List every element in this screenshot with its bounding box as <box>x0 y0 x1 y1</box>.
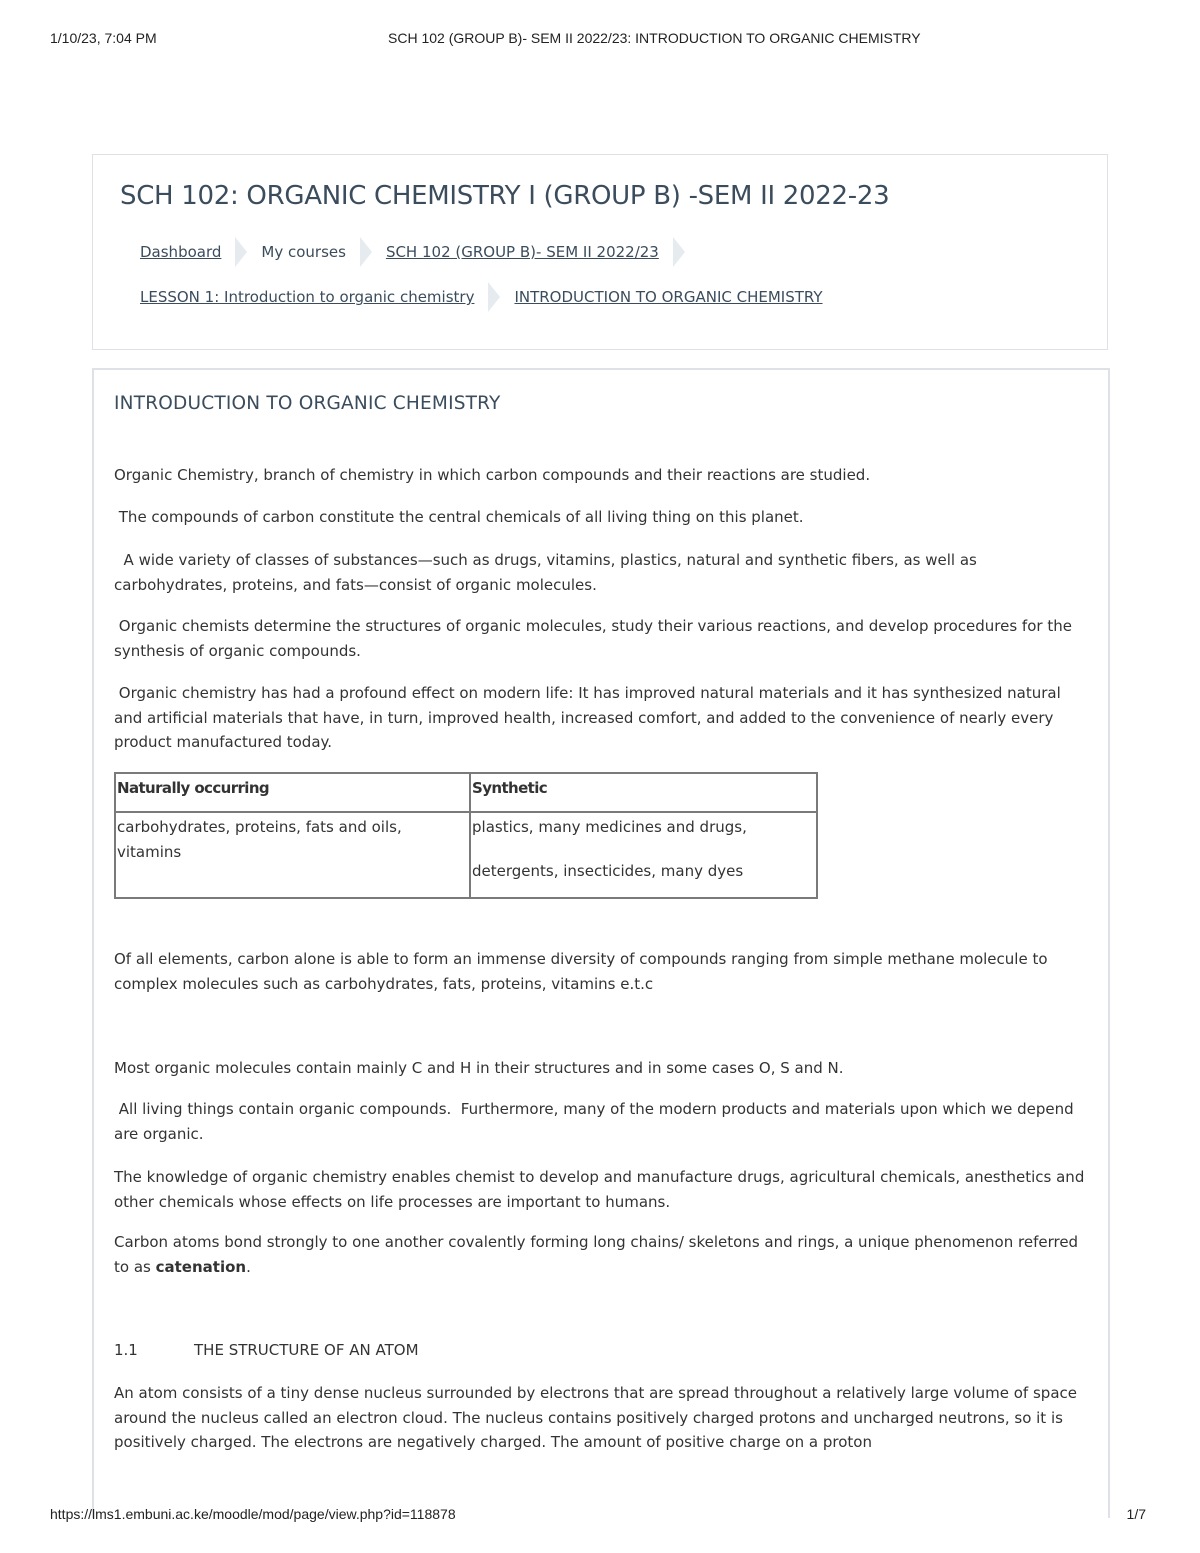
synthetic-line: plastics, many medicines and drugs, <box>472 818 747 836</box>
catenation-text: Carbon atoms bond strongly to one another covalently forming long chains/ skeletons and rings, a unique phenomenon referred to as <box>114 1233 1079 1276</box>
breadcrumb-lesson[interactable]: LESSON 1: Introduction to organic chemistry <box>140 288 475 306</box>
breadcrumb-dashboard[interactable]: Dashboard <box>140 243 222 261</box>
catenation-term: catenation <box>155 1257 247 1276</box>
paragraph: Organic chemists determine the structures of organic molecules, study their various reactions, and develop procedures for the synthesis of organic compounds. <box>114 617 1077 660</box>
print-page-number: 1/7 <box>1126 1506 1146 1522</box>
synthetic-line: detergents, insecticides, many dyes <box>472 861 744 880</box>
table-header-row <box>115 773 817 812</box>
table-header-synthetic: Synthetic <box>470 773 817 812</box>
breadcrumb-separator-icon <box>673 237 685 267</box>
compounds-table <box>114 772 818 899</box>
section-title: THE STRUCTURE OF AN ATOM <box>194 1341 419 1359</box>
paragraph: The knowledge of organic chemistry enables chemist to develop and manufacture drugs, agricultural chemicals, anesthetics and other chemicals whose effects on life processes are important to humans. <box>114 1168 1085 1211</box>
breadcrumb-page[interactable]: INTRODUCTION TO ORGANIC CHEMISTRY <box>514 288 823 306</box>
breadcrumb-course[interactable]: SCH 102 (GROUP B)- SEM II 2022/23 <box>385 243 659 261</box>
catenation-end: . <box>246 1257 251 1276</box>
table-row <box>115 812 817 898</box>
breadcrumb-separator-icon <box>488 282 500 312</box>
breadcrumb-my-courses: My courses <box>261 243 346 261</box>
table-header-natural: Naturally occurring <box>115 773 470 812</box>
paragraph: Organic chemistry has had a profound effect on modern life: It has improved natural materials and it has synthesized natural and artificial materials that have, in turn, improved health, increased comfort, and added to the convenience of nearly every product manufactured today. <box>114 684 1066 751</box>
print-url: https://lms1.embuni.ac.ke/moodle/mod/page/view.php?id=118878 <box>50 1506 456 1522</box>
table-cell-synthetic <box>470 812 817 898</box>
paragraph: The compounds of carbon constitute the central chemicals of all living thing on this planet. <box>114 508 804 526</box>
breadcrumb <box>140 237 699 267</box>
page-header <box>92 154 1108 350</box>
paragraph: A wide variety of classes of substances—such as drugs, vitamins, plastics, natural and synthetic fibers, as well as carbohydrates, proteins, and fats—consist of organic molecules. <box>114 551 982 594</box>
page-heading: INTRODUCTION TO ORGANIC CHEMISTRY <box>114 393 501 414</box>
breadcrumb-separator-icon <box>235 237 247 267</box>
paragraph: All living things contain organic compounds. Furthermore, many of the modern products and materials upon which we depend are organic. <box>114 1100 1079 1143</box>
section-heading <box>114 1338 419 1363</box>
paragraph: Most organic molecules contain mainly C and H in their structures and in some cases O, S and N. <box>114 1059 844 1077</box>
table-cell-natural: carbohydrates, proteins, fats and oils, vitamins <box>115 812 470 898</box>
print-datetime: 1/10/23, 7:04 PM <box>50 30 157 46</box>
paragraph: Organic Chemistry, branch of chemistry in which carbon compounds and their reactions are studied. <box>114 466 871 484</box>
breadcrumb-continued <box>140 282 823 312</box>
paragraph: Of all elements, carbon alone is able to form an immense diversity of compounds ranging from simple methane molecule to complex molecules such as carbohydrates, fats, proteins, vitamins e.t.c <box>114 950 1048 993</box>
catenation-paragraph <box>114 1230 1092 1279</box>
print-document-title: SCH 102 (GROUP B)- SEM II 2022/23: INTRODUCTION TO ORGANIC CHEMISTRY <box>388 30 921 46</box>
paragraph: An atom consists of a tiny dense nucleus surrounded by electrons that are spread throughout a relatively large volume of space around the nucleus called an electron cloud. The nucleus contains positively charged protons and uncharged neutrons, so it is positively charged. The electrons are negatively charged. The amount of positive charge on a proton <box>114 1384 1077 1451</box>
course-title: SCH 102: ORGANIC CHEMISTRY I (GROUP B) -SEM II 2022-23 <box>120 181 890 211</box>
breadcrumb-separator-icon <box>360 237 372 267</box>
section-number: 1.1 <box>114 1341 138 1359</box>
